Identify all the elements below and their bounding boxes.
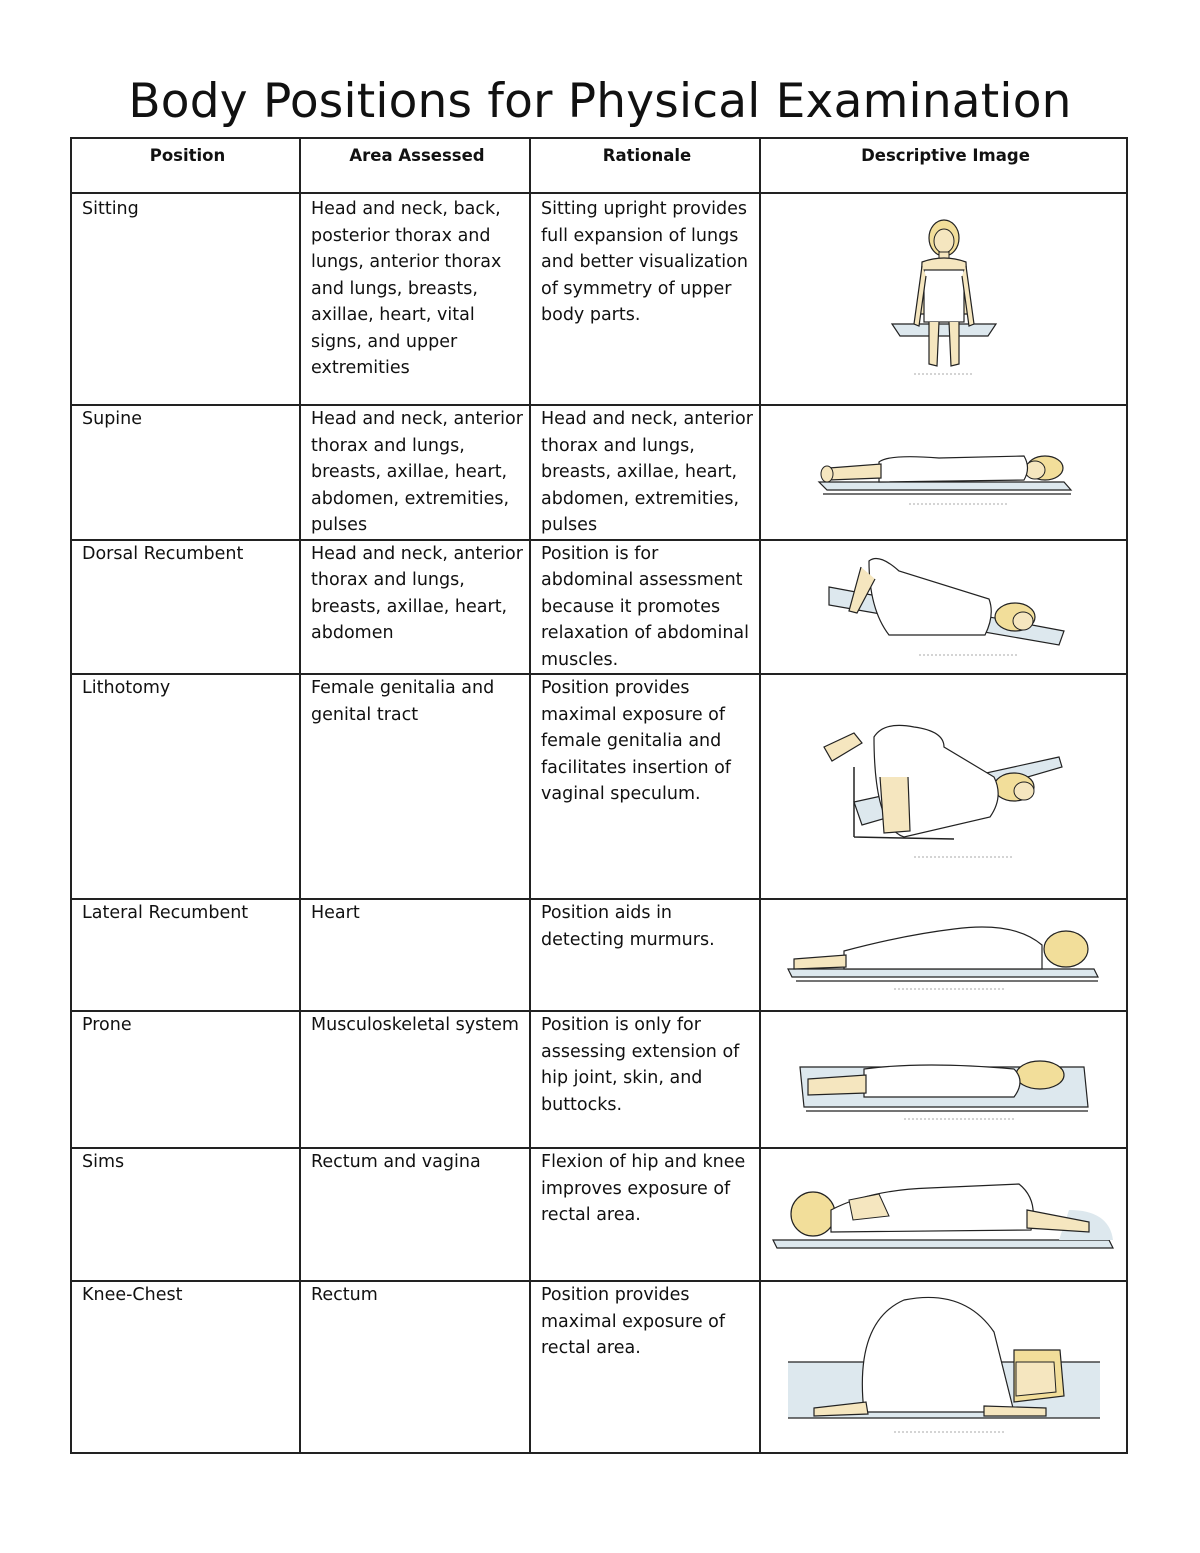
position-cell: Sitting xyxy=(71,193,300,405)
area-cell: Heart xyxy=(300,899,530,1011)
rationale-cell: Flexion of hip and knee improves exposure of rectal area. xyxy=(530,1148,760,1281)
image-cell xyxy=(760,405,1127,540)
area-cell: Female genitalia and genital tract xyxy=(300,674,530,899)
table-row xyxy=(71,899,1127,1011)
table-row xyxy=(71,193,1127,405)
position-cell: Prone xyxy=(71,1011,300,1148)
sitting-figure xyxy=(884,214,1004,384)
header-row xyxy=(71,138,1127,193)
position-cell: Knee-Chest xyxy=(71,1281,300,1453)
position-cell: Sims xyxy=(71,1148,300,1281)
table-row xyxy=(71,540,1127,675)
prone-figure xyxy=(794,1035,1094,1125)
table-row xyxy=(71,1148,1127,1281)
position-cell: Lateral Recumbent xyxy=(71,899,300,1011)
position-cell: Dorsal Recumbent xyxy=(71,540,300,675)
table-row xyxy=(71,405,1127,540)
knee-chest-figure xyxy=(784,1292,1104,1442)
rationale-cell: Position aids in detecting murmurs. xyxy=(530,899,760,1011)
rationale-cell: Position provides maximal exposure of female genitalia and facilitates insertion of vaginal speculum. xyxy=(530,674,760,899)
image-cell xyxy=(760,1148,1127,1281)
area-cell: Head and neck, back, posterior thorax and lungs, anterior thorax and lungs, breasts, axillae, heart, vital signs, and upper extremities xyxy=(300,193,530,405)
header-position: Position xyxy=(71,138,300,193)
position-cell: Supine xyxy=(71,405,300,540)
rationale-cell: Sitting upright provides full expansion of lungs and better visualization of symmetry of upper body parts. xyxy=(530,193,760,405)
table-row xyxy=(71,1011,1127,1148)
position-cell: Lithotomy xyxy=(71,674,300,899)
area-cell: Rectum and vagina xyxy=(300,1148,530,1281)
sims-figure xyxy=(769,1170,1119,1260)
image-cell xyxy=(760,674,1127,899)
image-cell xyxy=(760,1281,1127,1453)
page-title: Body Positions for Physical Examination xyxy=(128,74,1072,129)
header-descriptive-image: Descriptive Image xyxy=(760,138,1127,193)
table-row xyxy=(71,1281,1127,1453)
image-cell xyxy=(760,1011,1127,1148)
table-row xyxy=(71,674,1127,899)
positions-table xyxy=(70,137,1128,1454)
image-cell xyxy=(760,540,1127,675)
area-cell: Head and neck, anterior thorax and lungs, breasts, axillae, heart, abdomen xyxy=(300,540,530,675)
area-cell: Musculoskeletal system xyxy=(300,1011,530,1148)
area-cell: Rectum xyxy=(300,1281,530,1453)
rationale-cell: Position is only for assessing extension of hip joint, skin, and buttocks. xyxy=(530,1011,760,1148)
image-cell xyxy=(760,193,1127,405)
lateral-recumbent-figure xyxy=(784,915,1104,995)
image-cell xyxy=(760,899,1127,1011)
supine-figure xyxy=(809,432,1079,512)
area-cell: Head and neck, anterior thorax and lungs, breasts, axillae, heart, abdomen, extremities, pulses xyxy=(300,405,530,540)
rationale-cell: Position provides maximal exposure of rectal area. xyxy=(530,1281,760,1453)
rationale-cell: Head and neck, anterior thorax and lungs, breasts, axillae, heart, abdomen, extremities, pulses xyxy=(530,405,760,540)
header-area-assessed: Area Assessed xyxy=(300,138,530,193)
lithotomy-figure xyxy=(814,707,1074,867)
header-rationale: Rationale xyxy=(530,138,760,193)
dorsal-recumbent-figure xyxy=(819,549,1069,664)
rationale-cell: Position is for abdominal assessment because it promotes relaxation of abdominal muscles. xyxy=(530,540,760,675)
